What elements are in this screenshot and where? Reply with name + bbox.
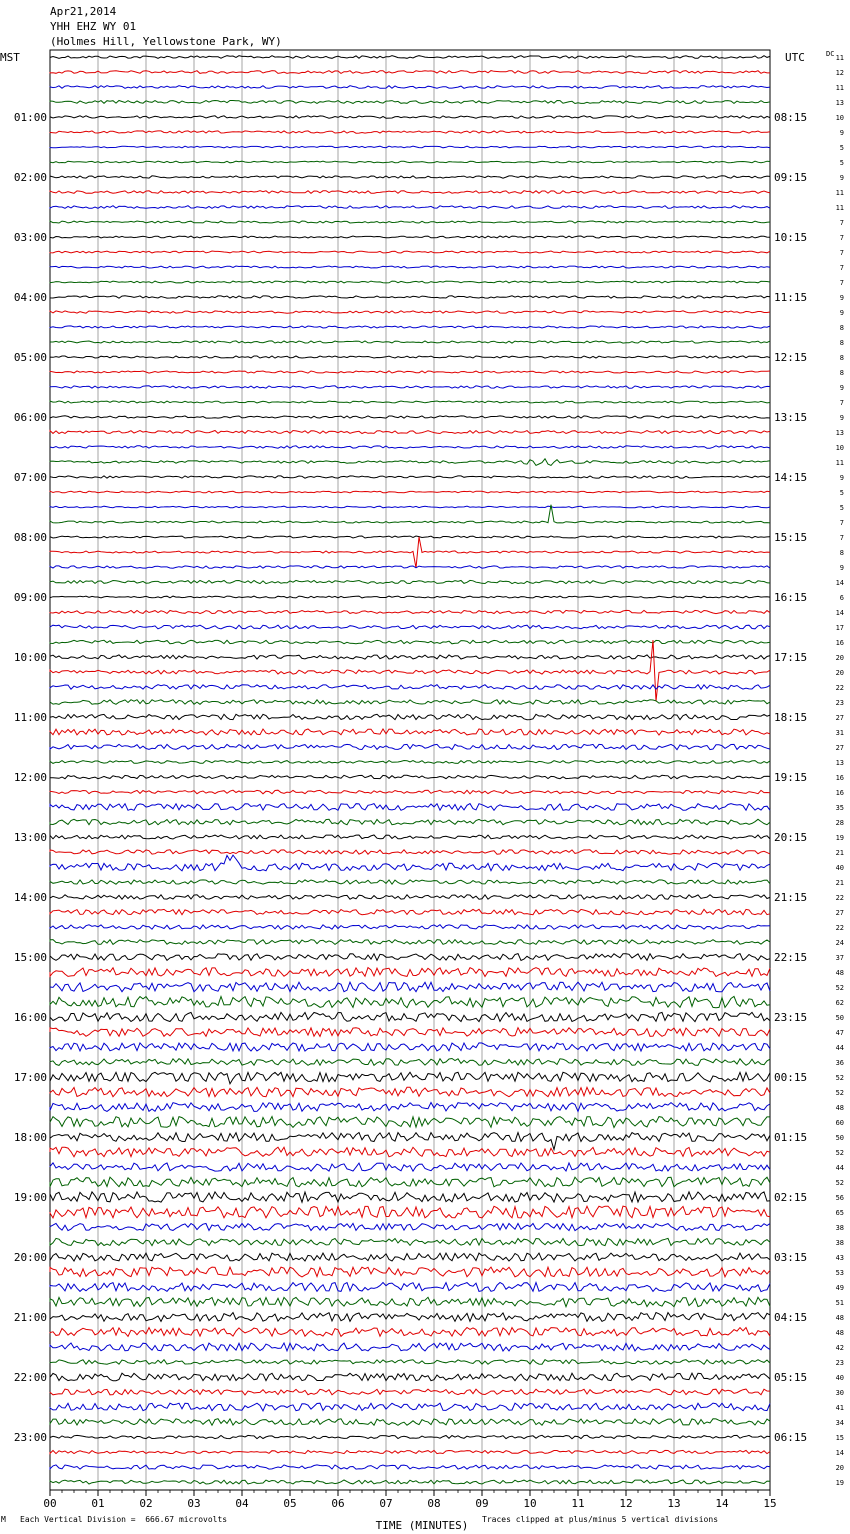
seismic-trace (50, 1253, 770, 1261)
seismic-trace (50, 566, 770, 568)
seismic-trace (50, 1389, 770, 1395)
dc-value: 62 (835, 999, 844, 1007)
seismic-trace (50, 1480, 770, 1484)
utc-hour-label: 16:15 (774, 591, 808, 604)
seismic-trace (50, 714, 770, 719)
dc-value: 9 (839, 309, 844, 317)
seismic-trace (50, 506, 770, 508)
seismic-trace (50, 835, 770, 839)
seismic-trace (50, 982, 770, 992)
seismic-trace (50, 491, 770, 493)
dc-value: 24 (835, 939, 844, 947)
dc-value: 11 (835, 204, 844, 212)
seismic-trace (50, 446, 770, 448)
dc-value: 13 (835, 759, 844, 767)
dc-value: 13 (835, 99, 844, 107)
seismic-trace (50, 416, 770, 418)
seismic-trace (50, 401, 770, 403)
seismic-trace (50, 685, 770, 690)
seismic-trace (50, 1403, 770, 1411)
seismic-trace (50, 855, 770, 871)
seismic-trace (50, 790, 770, 794)
utc-hour-label: 21:15 (774, 891, 808, 904)
seismic-trace (50, 161, 770, 163)
dc-value: 8 (839, 324, 844, 332)
dc-value: 7 (839, 279, 844, 287)
seismic-trace (50, 940, 770, 945)
seismic-trace (50, 1072, 770, 1084)
seismic-trace (50, 116, 770, 118)
x-tick-label: 01 (91, 1497, 105, 1510)
dc-value: 40 (835, 864, 844, 872)
utc-hour-label: 08:15 (774, 111, 808, 124)
x-tick-label: 00 (43, 1497, 57, 1510)
mst-hour-label: 02:00 (13, 171, 47, 184)
dc-value: 14 (835, 579, 844, 587)
corner-mark: M (1, 1515, 6, 1524)
dc-value: 44 (835, 1044, 844, 1052)
dc-value: 5 (839, 489, 844, 497)
dc-value: 27 (835, 909, 844, 917)
dc-value: 52 (835, 1074, 844, 1082)
dc-value: 9 (839, 129, 844, 137)
seismic-trace (50, 326, 770, 328)
station-name: YHH EHZ WY 01 (50, 20, 137, 33)
x-tick-label: 10 (523, 1497, 537, 1510)
dc-value: 14 (835, 609, 844, 617)
dc-value: 56 (835, 1194, 844, 1202)
dc-value: 52 (835, 984, 844, 992)
seismic-trace (50, 1117, 770, 1128)
dc-value: 9 (839, 414, 844, 422)
dc-value: 10 (835, 114, 844, 122)
utc-hour-label: 09:15 (774, 171, 808, 184)
dc-value: 22 (835, 684, 844, 692)
seismic-trace (50, 1133, 770, 1150)
dc-value: 37 (835, 954, 844, 962)
seismic-trace (50, 1328, 770, 1337)
seismic-trace (50, 341, 770, 343)
seismic-trace (50, 1103, 770, 1112)
seismic-trace (50, 371, 770, 373)
x-tick-label: 14 (715, 1497, 729, 1510)
seismic-trace (50, 761, 770, 764)
utc-hour-label: 18:15 (774, 711, 808, 724)
seismic-trace (50, 1087, 770, 1097)
station-location: (Holmes Hill, Yellowstone Park, WY) (50, 35, 282, 48)
mst-hour-label: 06:00 (13, 411, 47, 424)
seismic-trace (50, 1450, 770, 1453)
seismic-trace (50, 311, 770, 313)
dc-value: 16 (835, 789, 844, 797)
dc-value: 21 (835, 879, 844, 887)
seismic-trace (50, 700, 770, 705)
seismic-trace (50, 459, 770, 466)
seismic-trace (50, 954, 770, 961)
seismic-trace (50, 1059, 770, 1066)
seismic-trace (50, 1163, 770, 1171)
dc-value: 52 (835, 1179, 844, 1187)
utc-label: UTC (785, 51, 805, 64)
dc-value: 7 (839, 534, 844, 542)
dc-value: 20 (835, 669, 844, 677)
dc-value: 17 (835, 624, 844, 632)
mst-hour-label: 09:00 (13, 591, 47, 604)
mst-hour-label: 22:00 (13, 1371, 47, 1384)
x-tick-label: 12 (619, 1497, 633, 1510)
mst-hour-label: 03:00 (13, 231, 47, 244)
dc-value: 6 (839, 594, 844, 602)
dc-value: 9 (839, 564, 844, 572)
seismic-trace (50, 56, 770, 59)
dc-value: 16 (835, 774, 844, 782)
mst-hour-label: 16:00 (13, 1011, 47, 1024)
plot-date: Apr21,2014 (50, 5, 117, 18)
mst-hour-label: 19:00 (13, 1191, 47, 1204)
dc-value: 48 (835, 969, 844, 977)
dc-value: 15 (835, 1434, 844, 1442)
utc-hour-label: 05:15 (774, 1371, 808, 1384)
seismic-trace (50, 146, 770, 148)
seismic-trace (50, 86, 770, 89)
dc-value: 12 (835, 69, 844, 77)
utc-hour-label: 11:15 (774, 291, 808, 304)
seismic-trace (50, 996, 770, 1007)
dc-value: 7 (839, 519, 844, 527)
dc-value: 35 (835, 804, 844, 812)
seismic-trace (50, 610, 770, 613)
dc-value: 5 (839, 504, 844, 512)
mst-hour-label: 15:00 (13, 951, 47, 964)
utc-hour-label: 03:15 (774, 1251, 808, 1264)
dc-value: 19 (835, 834, 844, 842)
dc-value: 7 (839, 234, 844, 242)
seismic-trace (50, 386, 770, 388)
seismic-trace (50, 1313, 770, 1322)
seismic-trace (50, 895, 770, 900)
dc-value: 10 (835, 444, 844, 452)
seismic-trace (50, 206, 770, 209)
seismic-trace (50, 1043, 770, 1051)
dc-value: 42 (835, 1344, 844, 1352)
seismic-trace (50, 909, 770, 914)
dc-value: 50 (835, 1134, 844, 1142)
seismic-trace (50, 1419, 770, 1426)
x-tick-label: 04 (235, 1497, 249, 1510)
x-tick-label: 06 (331, 1497, 345, 1510)
dc-value: 7 (839, 399, 844, 407)
x-tick-label: 08 (427, 1497, 441, 1510)
dc-value: 9 (839, 294, 844, 302)
seismic-trace (50, 1012, 770, 1021)
dc-value: 48 (835, 1314, 844, 1322)
dc-value: 20 (835, 654, 844, 662)
seismic-trace (50, 251, 770, 253)
seismic-trace (50, 537, 770, 568)
mst-hour-label: 23:00 (13, 1431, 47, 1444)
dc-header: DC (826, 50, 835, 58)
seismic-trace (50, 131, 770, 133)
dc-value: 9 (839, 474, 844, 482)
dc-value: 23 (835, 1359, 844, 1367)
utc-hour-label: 23:15 (774, 1011, 808, 1024)
mst-label: MST (0, 51, 20, 64)
seismic-trace (50, 925, 770, 930)
x-tick-label: 09 (475, 1497, 489, 1510)
dc-value: 51 (835, 1299, 844, 1307)
seismic-trace (50, 1465, 770, 1469)
mst-hour-label: 18:00 (13, 1131, 47, 1144)
seismic-trace (50, 1373, 770, 1381)
utc-hour-label: 10:15 (774, 231, 808, 244)
x-tick-label: 02 (139, 1497, 153, 1510)
utc-hour-label: 14:15 (774, 471, 808, 484)
dc-value: 60 (835, 1119, 844, 1127)
dc-value: 8 (839, 354, 844, 362)
dc-value: 11 (835, 84, 844, 92)
utc-hour-label: 02:15 (774, 1191, 808, 1204)
seismic-trace (50, 640, 770, 644)
dc-value: 9 (839, 384, 844, 392)
dc-value: 22 (835, 894, 844, 902)
seismic-trace (50, 1192, 770, 1202)
dc-value: 21 (835, 849, 844, 857)
seismic-trace (50, 880, 770, 884)
dc-value: 47 (835, 1029, 844, 1037)
seismic-trace (50, 968, 770, 977)
seismic-trace (50, 221, 770, 223)
utc-hour-label: 17:15 (774, 651, 808, 664)
seismic-trace (50, 476, 770, 478)
x-tick-label: 11 (571, 1497, 585, 1510)
dc-value: 5 (839, 144, 844, 152)
seismic-trace (50, 775, 770, 778)
vertical-division-note: Each Vertical Division = 666.67 microvolts (20, 1515, 228, 1524)
seismic-trace (50, 356, 770, 358)
dc-value: 52 (835, 1149, 844, 1157)
dc-value: 38 (835, 1224, 844, 1232)
seismic-trace (50, 296, 770, 298)
dc-value: 8 (839, 339, 844, 347)
utc-hour-label: 22:15 (774, 951, 808, 964)
dc-value: 38 (835, 1239, 844, 1247)
clipping-note: Traces clipped at plus/minus 5 vertical divisions (482, 1515, 719, 1524)
mst-hour-label: 14:00 (13, 891, 47, 904)
seismic-trace (50, 1177, 770, 1187)
seismic-trace (50, 804, 770, 811)
mst-hour-label: 20:00 (13, 1251, 47, 1264)
seismic-trace (50, 1435, 770, 1438)
seismic-trace (50, 101, 770, 104)
x-tick-label: 05 (283, 1497, 297, 1510)
utc-hour-label: 04:15 (774, 1311, 808, 1324)
utc-hour-label: 00:15 (774, 1071, 808, 1084)
seismic-trace (50, 191, 770, 194)
x-tick-label: 03 (187, 1497, 201, 1510)
seismic-trace (50, 176, 770, 178)
dc-value: 50 (835, 1014, 844, 1022)
dc-value: 11 (835, 459, 844, 467)
utc-hour-label: 19:15 (774, 771, 808, 784)
dc-value: 7 (839, 219, 844, 227)
dc-value: 22 (835, 924, 844, 932)
dc-value: 30 (835, 1389, 844, 1397)
dc-value: 53 (835, 1269, 844, 1277)
seismic-trace (50, 1283, 770, 1292)
dc-value: 7 (839, 249, 844, 257)
x-tick-label: 13 (667, 1497, 681, 1510)
seismic-trace (50, 640, 770, 701)
seismic-trace (50, 71, 770, 74)
dc-value: 43 (835, 1254, 844, 1262)
x-tick-label: 15 (763, 1497, 777, 1510)
x-tick-label: 07 (379, 1497, 393, 1510)
seismic-trace (50, 281, 770, 283)
mst-hour-label: 10:00 (13, 651, 47, 664)
mst-hour-label: 07:00 (13, 471, 47, 484)
seismic-trace (50, 625, 770, 629)
seismic-trace (50, 1360, 770, 1365)
mst-hour-label: 01:00 (13, 111, 47, 124)
dc-value: 31 (835, 729, 844, 737)
dc-value: 11 (835, 189, 844, 197)
dc-value: 44 (835, 1164, 844, 1172)
seismic-trace (50, 596, 770, 598)
mst-hour-label: 12:00 (13, 771, 47, 784)
utc-hour-label: 01:15 (774, 1131, 808, 1144)
mst-hour-label: 11:00 (13, 711, 47, 724)
mst-hour-label: 13:00 (13, 831, 47, 844)
utc-hour-label: 13:15 (774, 411, 808, 424)
dc-value: 28 (835, 819, 844, 827)
utc-hour-label: 12:15 (774, 351, 808, 364)
utc-hour-label: 06:15 (774, 1431, 808, 1444)
dc-value: 11 (835, 54, 844, 62)
dc-value: 7 (839, 264, 844, 272)
utc-hour-label: 20:15 (774, 831, 808, 844)
dc-value: 20 (835, 1464, 844, 1472)
seismic-trace (50, 236, 770, 238)
dc-value: 48 (835, 1329, 844, 1337)
mst-hour-label: 08:00 (13, 531, 47, 544)
dc-value: 8 (839, 549, 844, 557)
seismic-trace (50, 1223, 770, 1230)
seismic-trace (50, 1267, 770, 1277)
utc-hour-label: 15:15 (774, 531, 808, 544)
seismic-trace (50, 1238, 770, 1245)
dc-value: 34 (835, 1419, 844, 1427)
seismic-trace (50, 1028, 770, 1037)
dc-value: 48 (835, 1104, 844, 1112)
dc-value: 13 (835, 429, 844, 437)
seismic-trace (50, 744, 770, 749)
seismic-trace (50, 729, 770, 735)
dc-value: 14 (835, 1449, 844, 1457)
seismic-trace (50, 1147, 770, 1157)
seismic-trace (50, 266, 770, 268)
seismic-trace (50, 850, 770, 854)
dc-value: 36 (835, 1059, 844, 1067)
x-axis-label: TIME (MINUTES) (375, 1519, 469, 1532)
mst-hour-label: 17:00 (13, 1071, 47, 1084)
seismic-trace (50, 819, 770, 824)
dc-value: 16 (835, 639, 844, 647)
dc-value: 9 (839, 174, 844, 182)
seismic-trace (50, 580, 770, 583)
dc-value: 40 (835, 1374, 844, 1382)
seismic-trace (50, 536, 770, 538)
seismic-trace (50, 655, 770, 659)
dc-value: 5 (839, 159, 844, 167)
dc-value: 23 (835, 699, 844, 707)
dc-value: 65 (835, 1209, 844, 1217)
dc-value: 27 (835, 714, 844, 722)
seismic-trace (50, 1297, 770, 1306)
mst-hour-label: 04:00 (13, 291, 47, 304)
mst-hour-label: 21:00 (13, 1311, 47, 1324)
dc-value: 49 (835, 1284, 844, 1292)
dc-value: 8 (839, 369, 844, 377)
dc-value: 52 (835, 1089, 844, 1097)
seismic-trace (50, 431, 770, 434)
dc-value: 41 (835, 1404, 844, 1412)
seismic-trace (50, 1343, 770, 1351)
mst-hour-label: 05:00 (13, 351, 47, 364)
seismic-trace (50, 1206, 770, 1218)
dc-value: 19 (835, 1479, 844, 1487)
dc-value: 27 (835, 744, 844, 752)
